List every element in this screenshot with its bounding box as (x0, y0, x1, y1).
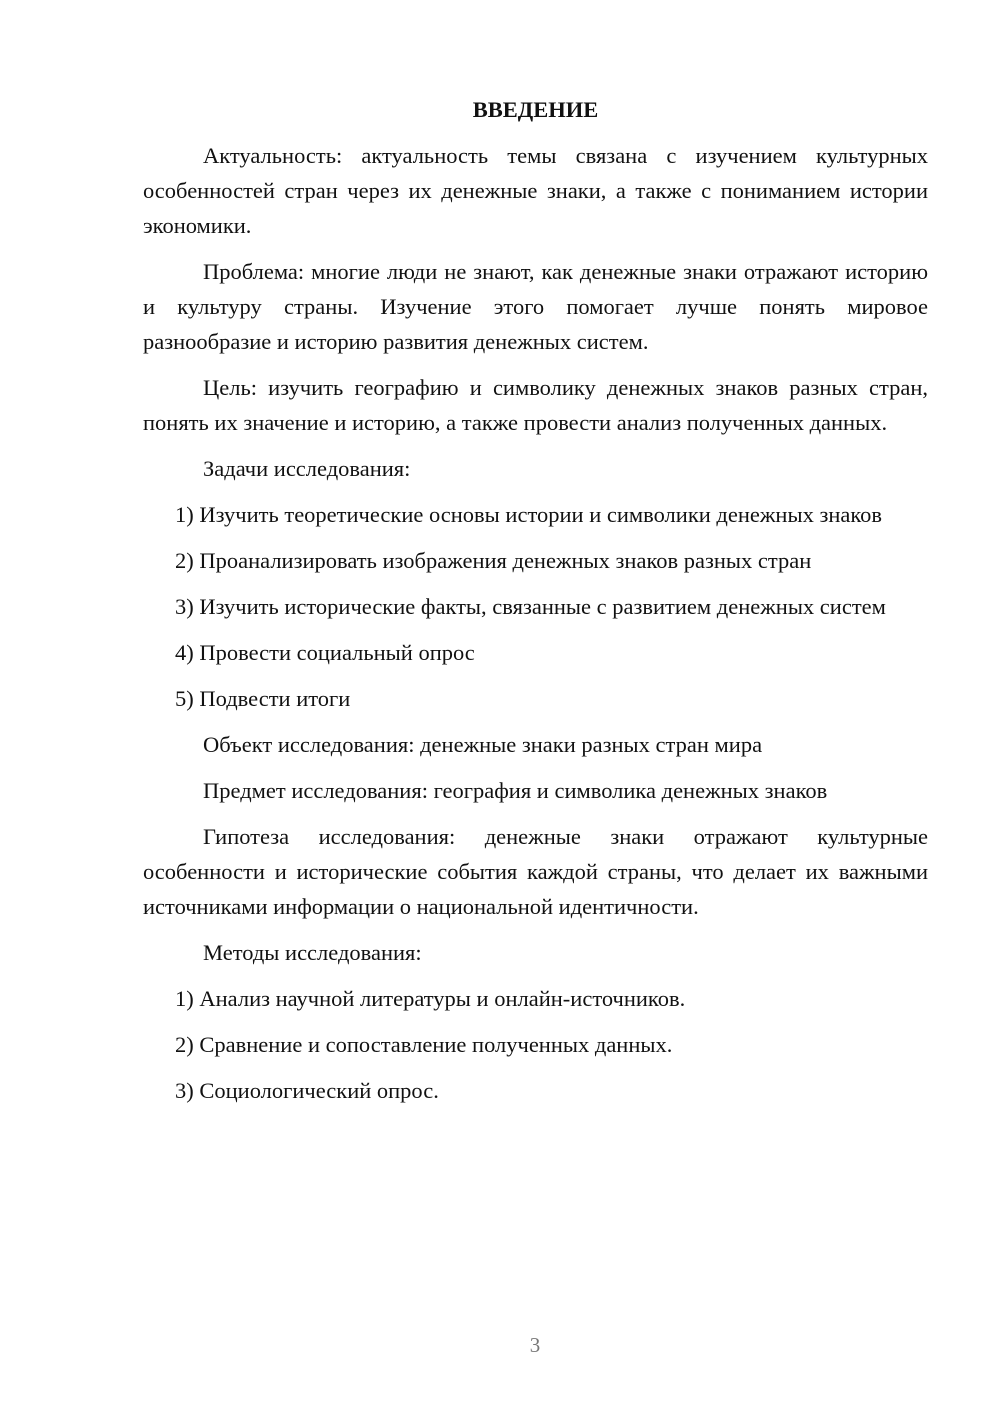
page-content (143, 92, 928, 1119)
method-item: 3) Социологический опрос. (175, 1078, 439, 1103)
subject-paragraph: Предмет исследования: география и символика денежных знаков (203, 778, 828, 803)
methods-title: Методы исследования: (203, 940, 422, 965)
method-item: 1) Анализ научной литературы и онлайн-источников. (175, 986, 686, 1011)
method-item: 2) Сравнение и сопоставление полученных данных. (175, 1032, 673, 1057)
section-heading: ВВЕДЕНИЕ (472, 97, 599, 122)
hypothesis-paragraph: Гипотеза исследования: денежные знаки отражают культурные особенности и исторические события каждой страны, что делает их важными источниками информации о национальной идентичности. (143, 824, 928, 919)
page-number: 3 (529, 1333, 541, 1357)
task-item: 5) Подвести итоги (175, 686, 351, 711)
task-item: 4) Провести социальный опрос (175, 640, 475, 665)
task-item: 2) Проанализировать изображения денежных знаков разных стран (175, 548, 812, 573)
task-item: 3) Изучить исторические факты, связанные с развитием денежных систем (175, 594, 886, 619)
goal-paragraph: Цель: изучить географию и символику денежных знаков разных стран, понять их значение и историю, а также провести анализ полученных данных. (143, 375, 928, 435)
relevance-paragraph: Актуальность: актуальность темы связана с изучением культурных особенностей стран через их денежные знаки, а также с пониманием истории экономики. (143, 143, 928, 238)
task-item: 1) Изучить теоретические основы истории и символики денежных знаков (175, 502, 883, 527)
problem-paragraph: Проблема: многие люди не знают, как денежные знаки отражают историю и культуру страны. Изучение этого помогает лучше понять мировое разнообразие и историю развития денежных систем. (143, 259, 928, 354)
tasks-title: Задачи исследования: (203, 456, 411, 481)
object-paragraph: Объект исследования: денежные знаки разных стран мира (203, 732, 763, 757)
